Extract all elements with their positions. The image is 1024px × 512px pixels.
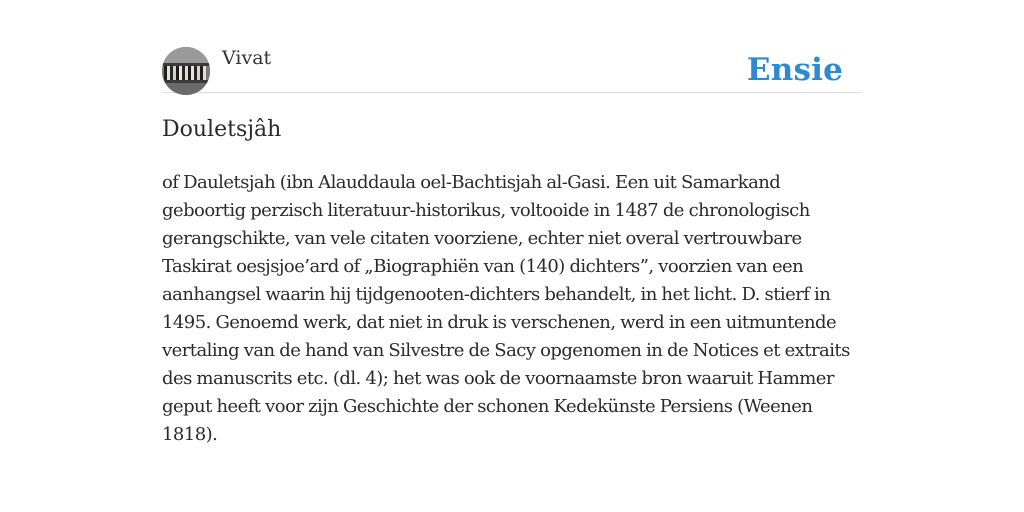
author-avatar[interactable] — [162, 47, 210, 95]
page-title: Douletsjâh — [162, 117, 282, 142]
ensie-logo[interactable]: Ensie — [746, 52, 843, 88]
article-body: of Dauletsjah (ibn Alauddaula oel-Bachtisjah al-Gasi. Een uit Samarkand geboortig perzisch literatuur-historikus, voltooide in 1487 de chronologisch gerangschikte, van vele citaten voorziene, echter niet overal vertrouwbare Taskirat oesjsjoe’ard of „Biographiën van (140) dichters”, voorzien van een aanhangsel waarin hij tijdgenooten-dichters behandelt, in het licht. D. stierf in 1495. Genoemd werk, dat niet in druk is verschenen, werd in een uitmuntende vertaling van de hand van Silvestre de Sacy opgenomen in de Notices et extraits des manuscrits etc. (dl. 4); het was ook de voornaamste bron waaruit Hammer geput heeft voor zijn Geschichte der schonen Kedekünste Persiens (Weenen 1818). — [162, 172, 850, 445]
site-header — [162, 46, 862, 93]
author-name[interactable]: Vivat — [222, 47, 272, 69]
bookshelf-avatar-icon — [162, 47, 210, 95]
